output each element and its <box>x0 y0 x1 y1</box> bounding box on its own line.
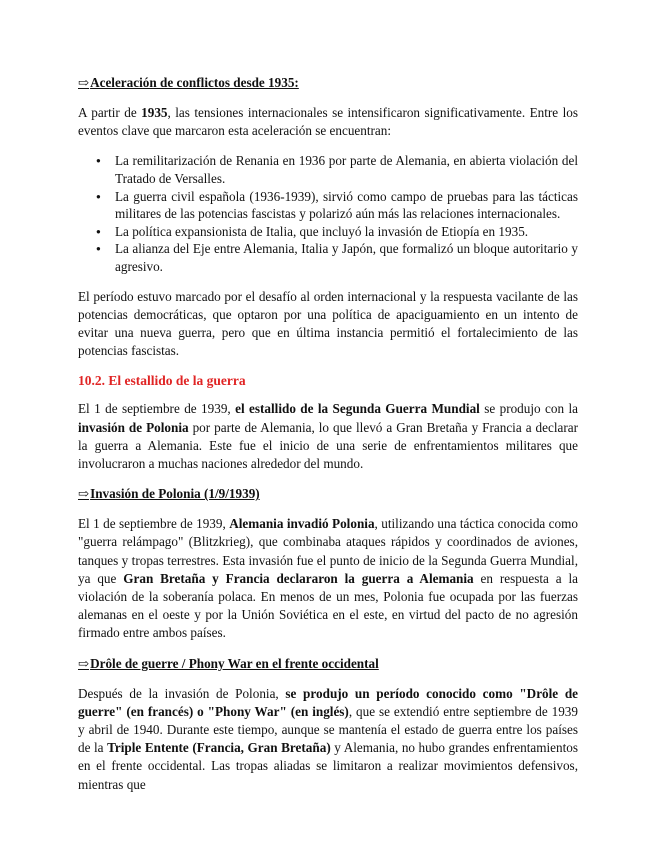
heading-estallido: 10.2. El estallido de la guerra <box>78 373 246 389</box>
paragraph-closing: El período estuvo marcado por el desafío al orden internacional y la respuesta vacilante de las potencias democráticas, que optaron por una política de apaciguamiento en un intento de evitar una nueva guerra, pero que en última instancia permitió el fortalecimiento de las potencias fascistas. <box>78 288 578 359</box>
arrow-icon: ⇨ <box>78 75 90 90</box>
arrow-icon: ⇨ <box>78 486 90 502</box>
events-list <box>78 152 578 275</box>
list-item: ● La remilitarización de Renania en 1936 por parte de Alemania, en abierta violación del Tratado de Versalles. <box>115 152 578 187</box>
heading-invasion-polonia: ⇨Invasión de Polonia (1/9/1939) <box>78 486 260 502</box>
paragraph-phony-war: Después de la invasión de Polonia, se produjo un período conocido como "Drôle de guerre" (en francés) o "Phony War" (en inglés), que se extendió entre septiembre de 1939 y abril de 1940. Durante este tiempo, aunque se mantenía el estado de guerra entre los países de la Triple Entente (Francia, Gran Bretaña) y Alemania, no hubo grandes enfrentamientos en el frente occidental. Las tropas aliadas se limitaron a realizar movimientos defensivos, mientras que <box>78 685 579 792</box>
paragraph-invasion: El 1 de septiembre de 1939, Alemania invadió Polonia, utilizando una táctica conocida como "guerra relámpago" (Blitzkrieg), que combinaba ataques rápidos y coordinados de aviones, tanques y tropas terrestres. Esta invasión fue el punto de inicio de la Segunda Guerra Mundial, ya que Gran Bretaña y Francia declararon la guerra a Alemania en respuesta a la violación de la soberanía polaca. En menos de un mes, Polonia fue ocupada por las fuerzas alemanas en el oeste y por la Unión Soviética en el este, en virtud del pacto de no agresión firmado entre ambos países. <box>78 516 578 641</box>
document-body <box>78 74 578 806</box>
heading-aceleracion: ⇨Aceleración de conflictos desde 1935: <box>78 75 299 90</box>
list-item: ● La guerra civil española (1936-1939), sirvió como campo de pruebas para las tácticas militares de las potencias fascistas y polarizó aún más las relaciones internacionales. <box>115 188 578 223</box>
paragraph-estallido: El 1 de septiembre de 1939, el estallido de la Segunda Guerra Mundial se produjo con la invasión de Polonia por parte de Alemania, lo que llevó a Gran Bretaña y Francia a declarar la guerra a Alemania. Este fue el inicio de una serie de enfrentamientos militares que involucraron a muchas naciones alrededor del mundo. <box>78 401 578 471</box>
paragraph-intro: A partir de 1935, las tensiones internacionales se intensificaron significativamente. Entre los eventos clave que marcaron esta aceleración se encuentran: <box>78 105 578 139</box>
heading-phony-war: ⇨Drôle de guerre / Phony War en el frente occidental <box>78 655 379 671</box>
list-item: ● La alianza del Eje entre Alemania, Italia y Japón, que formalizó un bloque autoritario y agresivo. <box>115 240 578 275</box>
arrow-icon: ⇨ <box>78 655 90 671</box>
list-item: ● La política expansionista de Italia, que incluyó la invasión de Etiopía en 1935. <box>115 223 578 241</box>
